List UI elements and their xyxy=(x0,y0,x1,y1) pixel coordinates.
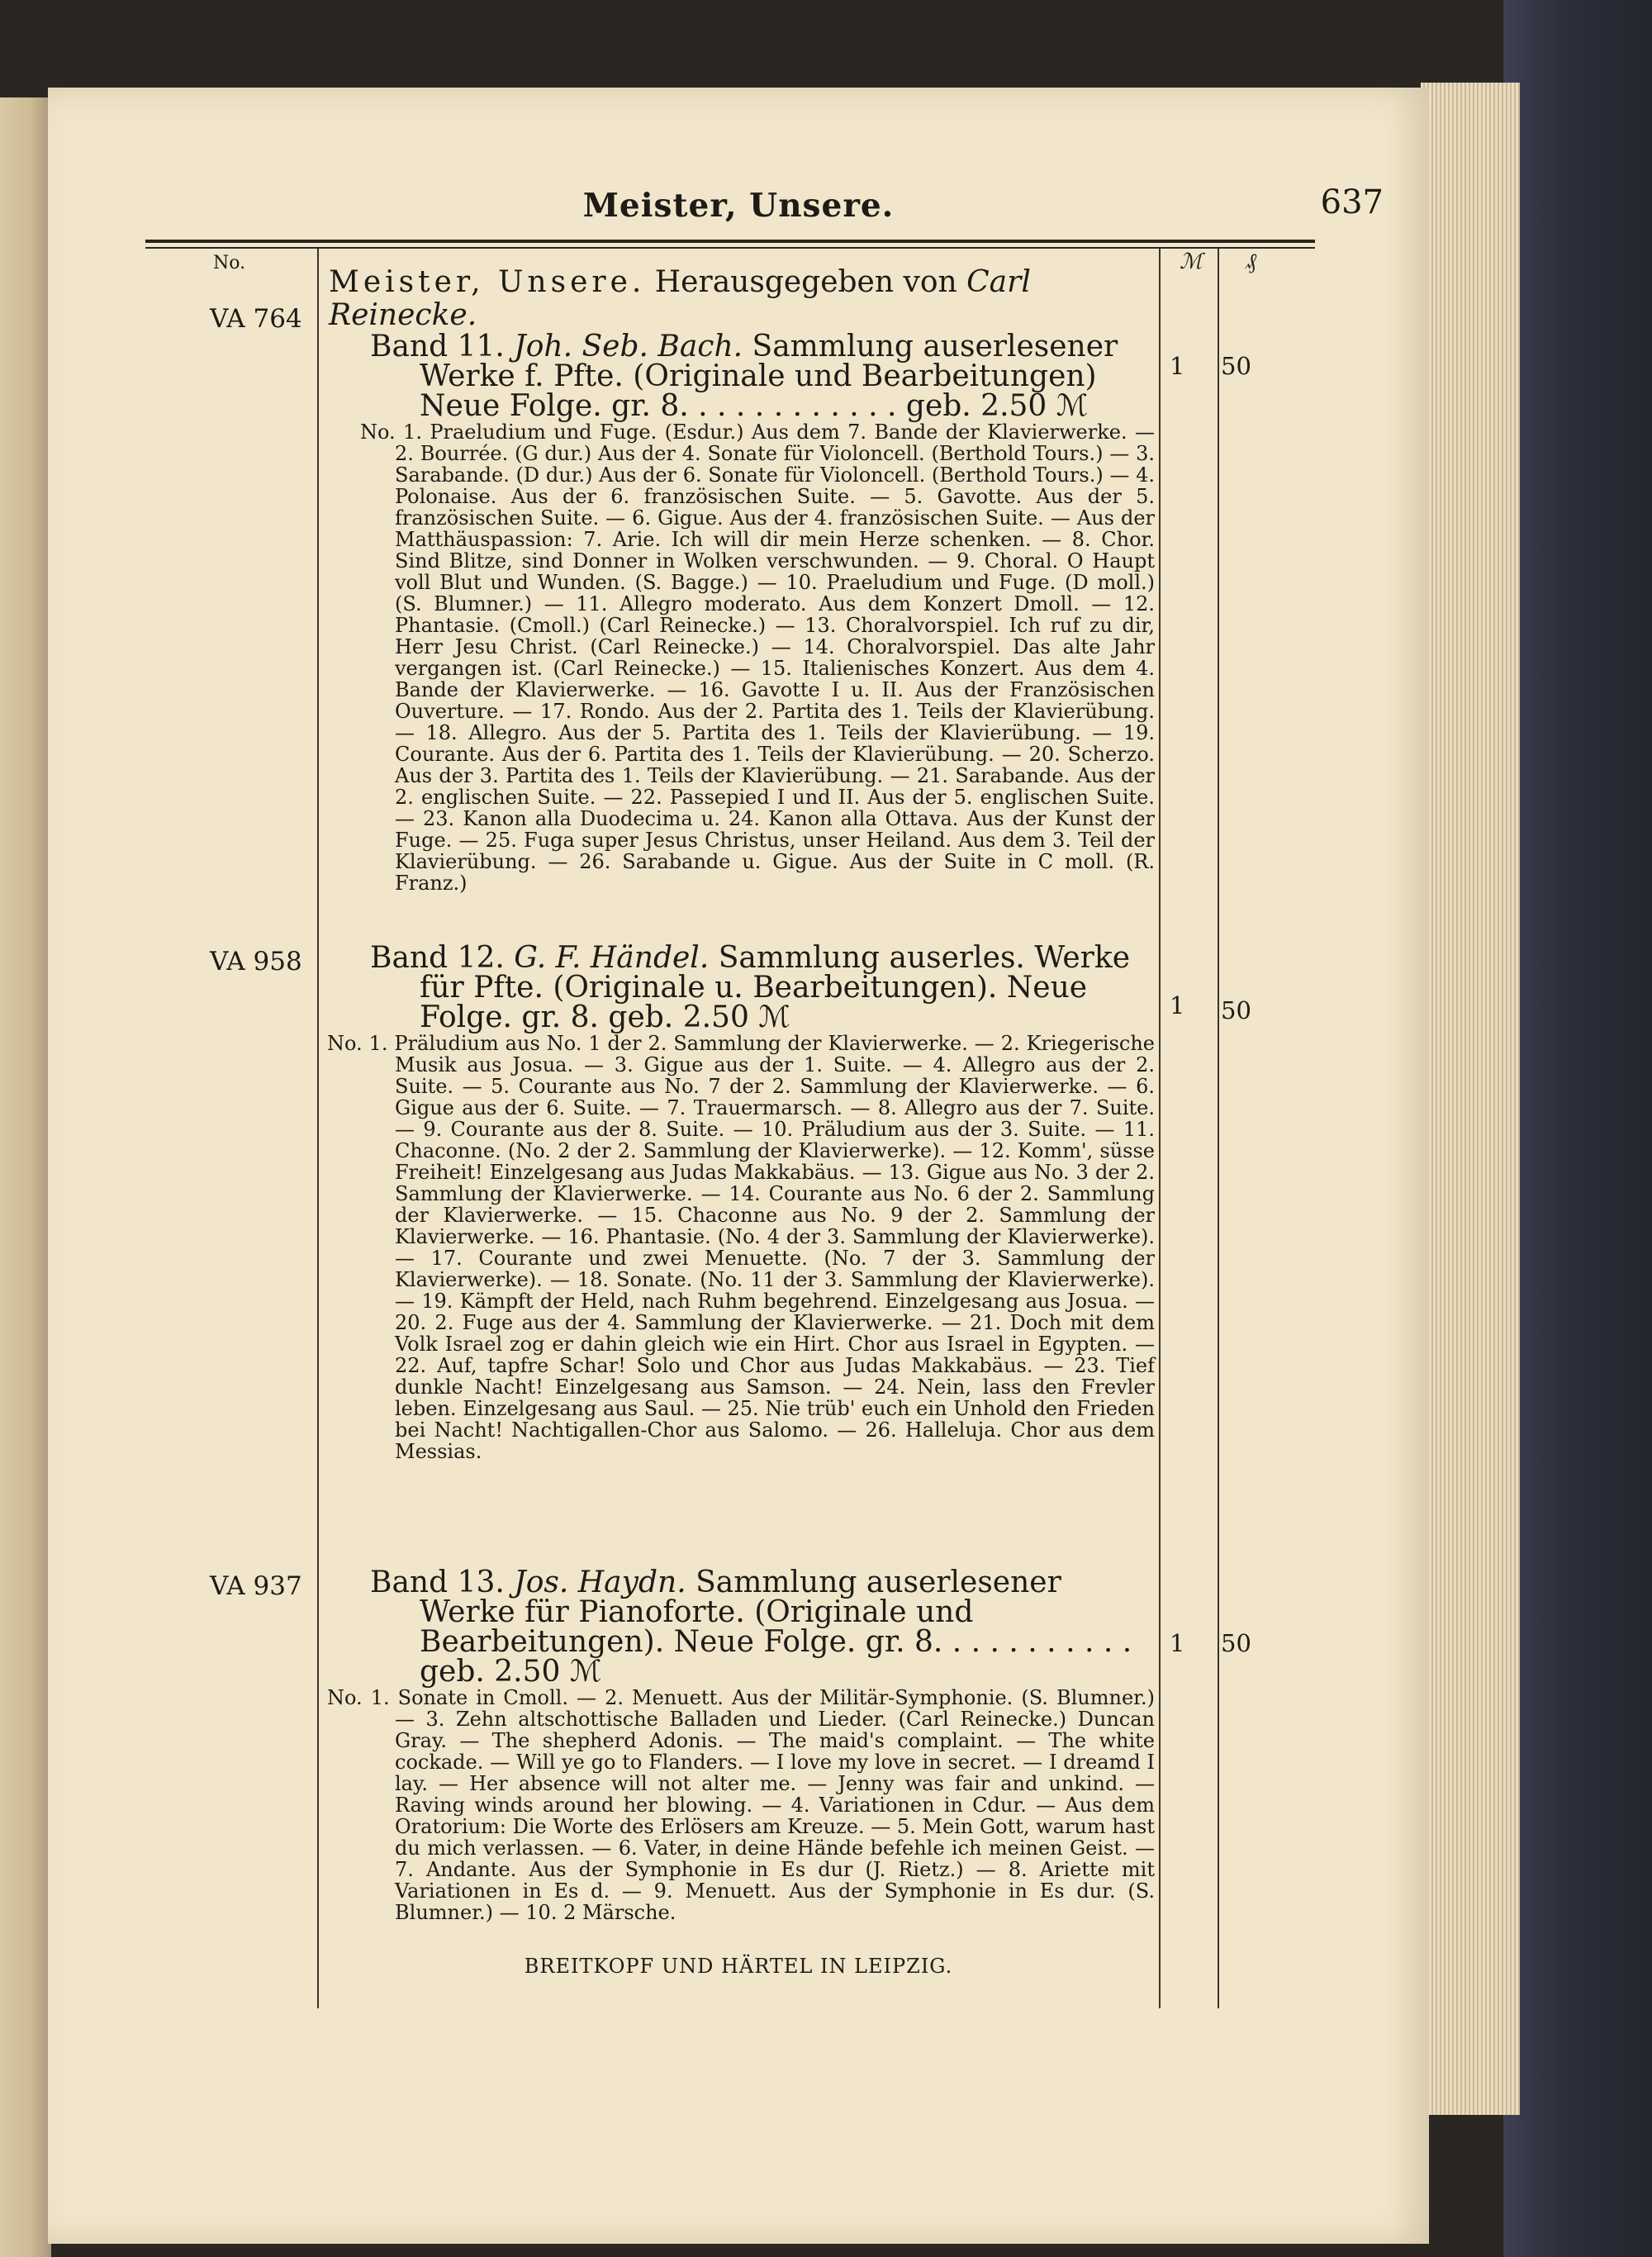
price-mark: 1 xyxy=(1170,991,1185,1019)
volume-title xyxy=(329,943,1155,1033)
book-cover-edge xyxy=(1503,0,1652,2257)
volume-entry xyxy=(329,1568,1155,1923)
catalog-page xyxy=(48,88,1429,2244)
catalog-number: VA 764 xyxy=(210,304,302,334)
catalog-number: VA 958 xyxy=(210,947,302,976)
price-mark: 1 xyxy=(1170,352,1185,380)
volume-contents: No. 1. Präludium aus No. 1 der 2. Sammlung der Klavierwerke. — 2. Kriegerische Musik aus Josua. — 3. Gigue aus der 1. Suite. — 4. Allegro aus der 2. Suite. — 5. Courante aus No. 7 der 2. Sammlung der Klavierwerke. — 6. Gigue aus der 6. Suite. — 7. Trauermarsch. — 8. Allegro aus der 7. Suite. — 9. Courante aus der 8. Suite. — 10. Präludium aus der 3. Suite. — 11. Chaconne. (No. 2 der 2. Sammlung der Klavierwerke). — 12. Komm', süsse Freiheit! Einzelgesang aus Judas Makkabäus. — 13. Gigue aus No. 3 der 2. Sammlung der Klavierwerke. — 14. Courante aus No. 6 der 2. Sammlung der Klavierwerke. — 15. Chaconne aus No. 9 der 2. Sammlung der Klavierwerke. — 16. Phantasie. (No. 4 der 3. Sammlung der Klavierwerke). — 17. Courante und zwei Menuette. (No. 7 der 3. Sammlung der Klavierwerke). — 18. Sonate. (No. 11 der 3. Sammlung der Klavierwerke). — 19. Kämpft der Held, nach Ruhm begehrend. Einzelgesang aus Josua. — 20. 2. Fuge aus der 4. Sammlung der Klavierwerke. — 21. Doch mit dem Volk Israel zog er dahin gleich wie ein Hirt. Chor aus Israel in Egypten. — 22. Auf, tapfre Schar! Solo und Chor aus Judas Makkabäus. — 23. Tief dunkle Nacht! Einzelgesang aus Samson. — 24. Nein, lass den Frevler leben. Einzelgesang aus Saul. — 25. Nie trüb' euch ein Unhold den Frieden bei Nacht! Nachtigallen-Chor aus Salomo. — 26. Halleluja. Chor aus dem Messias. xyxy=(327,1032,1156,1463)
page-block-edge xyxy=(1421,83,1520,2115)
series-title xyxy=(329,266,1155,332)
price-mark: 1 xyxy=(1170,1629,1185,1657)
volume-band: Band 11. xyxy=(370,330,505,363)
column-header-pfennig: ₰ xyxy=(1246,249,1256,274)
series-name: Meister, Unsere. xyxy=(329,265,646,299)
header-rule-thin xyxy=(145,247,1315,249)
volume-band: Band 12. xyxy=(370,941,505,975)
volume-entry xyxy=(329,943,1155,1462)
page-number: 637 xyxy=(1320,183,1384,221)
volume-description: Sammlung auserles. Werke für Pfte. (Originale u. Bearbeitungen). Neue Folge. gr. 8. geb. 2.50 ℳ xyxy=(420,941,1131,1034)
column-rule-number xyxy=(317,249,319,2008)
publisher-footer: BREITKOPF UND HÄRTEL IN LEIPZIG. xyxy=(524,1955,953,1978)
running-head: Meister, Unsere. xyxy=(582,187,895,225)
series-editor: Carl Reinecke. xyxy=(329,265,1031,332)
column-header-mark: ℳ xyxy=(1180,249,1203,274)
volume-composer: G. F. Händel. xyxy=(514,941,710,975)
volume-title xyxy=(329,332,1155,421)
price-pfennig: 50 xyxy=(1221,996,1251,1024)
price-pfennig: 50 xyxy=(1221,352,1251,380)
volume-description: Sammlung auserlesener Werke für Pianoforte. (Originale und Bearbeitungen). Neue Folge. gr. 8. . . . . . . . . . . geb. 2.50 ℳ xyxy=(420,1566,1132,1689)
volume-contents: No. 1. Praeludium und Fuge. (Esdur.) Aus dem 7. Bande der Klavierwerke. — 2. Bourrée. (G dur.) Aus der 4. Sonate für Violoncell. (Berthold Tours.) — 3. Sarabande. (D dur.) Aus der 6. Sonate für Violoncell. (Berthold Tours.) — 4. Polonaise. Aus der 6. französischen Suite. — 5. Gavotte. Aus der 5. französischen Suite. — 6. Gigue. Aus der 4. französischen Suite. — Aus der Matthäuspassion: 7. Arie. Ich will dir mein Herze schenken. — 8. Chor. Sind Blitze, sind Donner in Wolken verschwunden. — 9. Choral. O Haupt voll Blut und Wunden. (S. Bagge.) — 10. Praeludium und Fuge. (D moll.) (S. Blumner.) — 11. Allegro moderato. Aus dem Konzert Dmoll. — 12. Phantasie. (Cmoll.) (Carl Reinecke.) — 13. Choralvorspiel. Ich ruf zu dir, Herr Jesu Christ. (Carl Reinecke.) — 14. Choralvorspiel. Das alte Jahr vergangen ist. (Carl Reinecke.) — 15. Italienisches Konzert. Aus dem 4. Bande der Klavierwerke. — 16. Gavotte I u. II. Aus der Französischen Ouverture. — 17. Rondo. Aus der 2. Partita des 1. Teils der Klavierübung. — 18. Allegro. Aus der 5. Partita des 1. Teils der Klavierübung. — 19. Courante. Aus der 6. Partita des 1. Teils der Klavierübung. — 20. Scherzo. Aus der 3. Partita des 1. Teils der Klavierübung. — 21. Sarabande. Aus der 2. englischen Suite. — 22. Passepied I und II. Aus der 5. englischen Suite. — 23. Kanon alla Duodecima u. 24. Kanon alla Ottava. Aus der Kunst der Fuge. — 25. Fuga super Jesus Christus, unser Heiland. Aus dem 3. Teil der Klavierübung. — 26. Sarabande u. Gigue. Aus der Suite in C moll. (R. Franz.) xyxy=(360,421,1155,895)
volume-title xyxy=(329,1568,1155,1687)
facing-page-edge xyxy=(0,97,51,2257)
column-rule-pfennig xyxy=(1218,249,1219,2008)
series-editor-label: Herausgegeben von xyxy=(654,265,957,299)
column-rule-mark xyxy=(1159,249,1161,2008)
volume-band: Band 13. xyxy=(370,1566,505,1599)
series-entry xyxy=(329,266,1155,894)
catalog-number: VA 937 xyxy=(210,1571,302,1601)
volume-contents: No. 1. Sonate in Cmoll. — 2. Menuett. Aus der Militär-Symphonie. (S. Blumner.) — 3. Zehn altschottische Balladen und Lieder. (Carl Reinecke.) Duncan Gray. — The shepherd Adonis. — The maid's complaint. — The white cockade. — Will ye go to Flanders. — I love my love in secret. — I dreamd I lay. — Her absence will not alter me. — Jenny was fair and unkind. — Raving winds around her blowing. — 4. Variationen in Cdur. — Aus dem Oratorium: Die Worte des Erlösers am Kreuze. — 5. Mein Gott, warum hast du mich verlassen. — 6. Vater, in deine Hände befehle ich meinen Geist. — 7. Andante. Aus der Symphonie in Es dur (J. Rietz.) — 8. Ariette mit Variationen in Es d. — 9. Menuett. Aus der Symphonie in Es dur. (S. Blumner.) — 10. 2 Märsche. xyxy=(327,1686,1156,1924)
volume-description: Sammlung auserlesener Werke f. Pfte. (Originale und Bearbeitungen) Neue Folge. gr. 8. . . . . . . . . . . . geb. 2.50 ℳ xyxy=(420,330,1118,423)
volume-composer: Joh. Seb. Bach. xyxy=(514,330,743,363)
column-header-no: No. xyxy=(213,253,246,273)
price-pfennig: 50 xyxy=(1221,1629,1251,1657)
volume-composer: Jos. Haydn. xyxy=(514,1566,686,1599)
header-rule xyxy=(145,240,1315,243)
